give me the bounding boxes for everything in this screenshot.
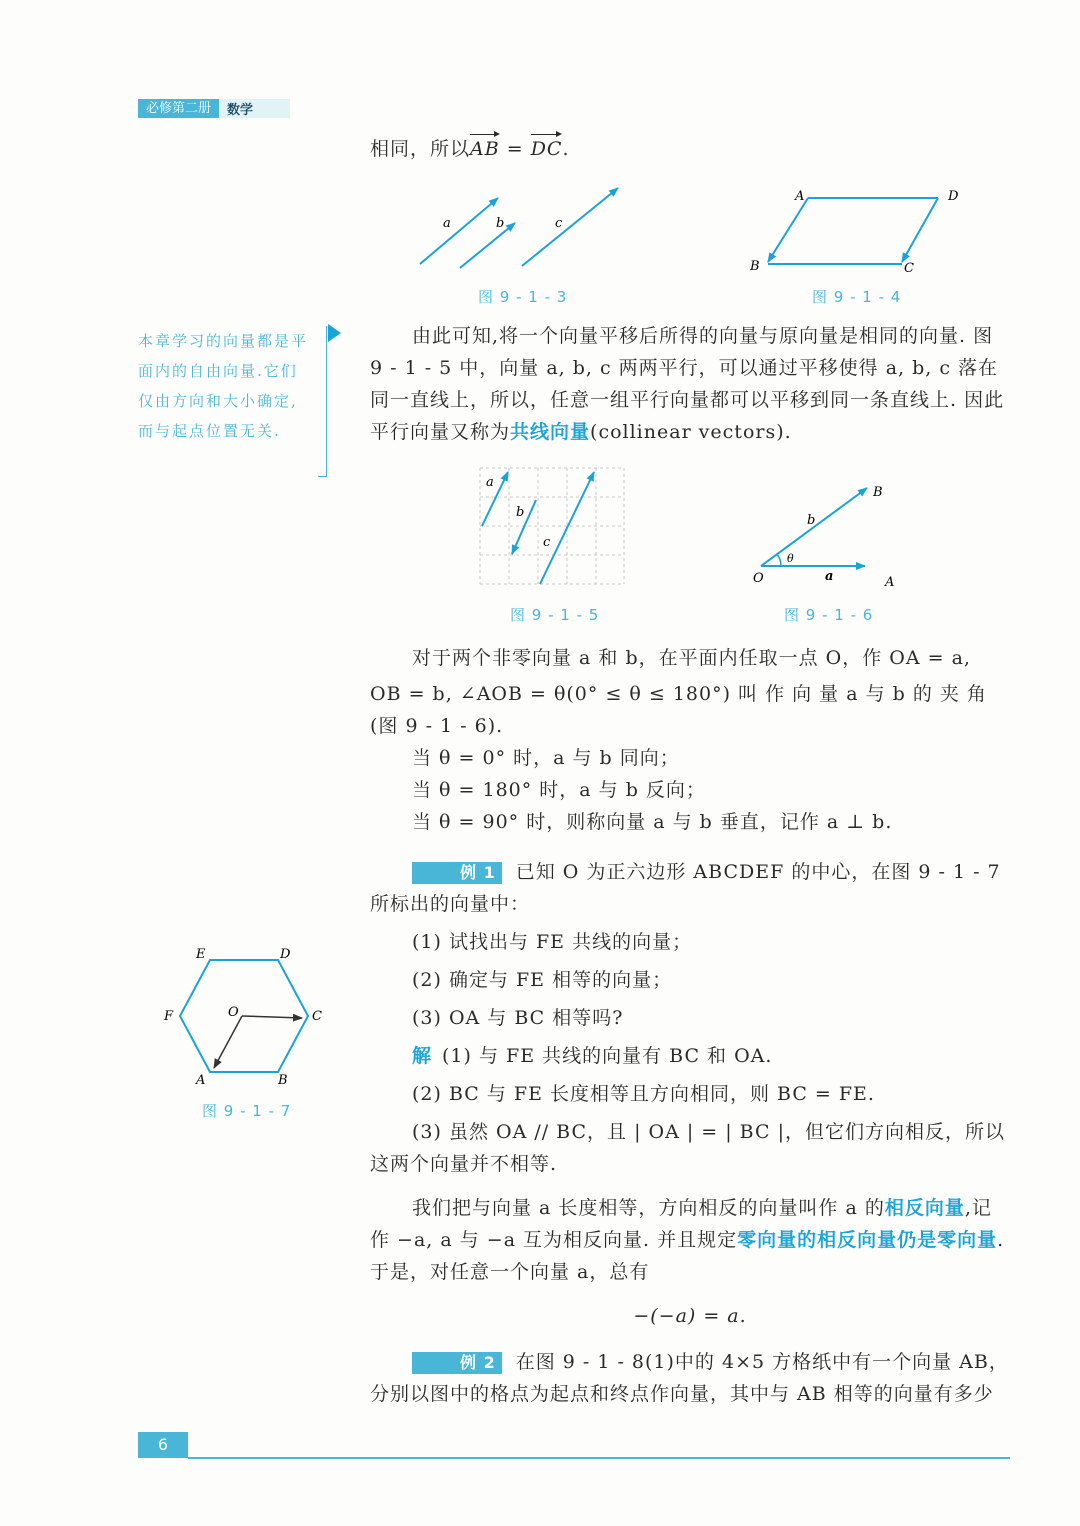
para2-line1: 对于两个非零向量 a 和 b，在平面内任取一点 O，作 OA = a, xyxy=(412,647,971,669)
question-3: (3) OA 与 BC 相等吗? xyxy=(412,1007,624,1029)
paragraph-collinear xyxy=(370,320,1010,448)
vector-ab: AB xyxy=(470,133,500,165)
margin-note: 本章学习的向量都是平面内的自由向量.它们仅由方向和大小确定,而与起点位置无关. xyxy=(138,332,309,440)
solution-label: 解 xyxy=(412,1045,433,1067)
edge-ab xyxy=(768,198,808,262)
paragraph-angle xyxy=(370,642,1010,838)
example-2 xyxy=(370,1346,1010,1410)
equals: = xyxy=(499,138,531,160)
label-B: B xyxy=(750,259,760,274)
vector-oa-line xyxy=(214,1016,242,1068)
term-collinear-vectors: 共线向量 xyxy=(510,421,591,443)
top-line xyxy=(370,133,570,165)
label-b: b xyxy=(496,216,505,231)
label-A: A xyxy=(795,189,805,204)
edge-dc xyxy=(902,198,938,262)
label-c: c xyxy=(543,535,551,550)
margin-note-pointer xyxy=(328,324,341,342)
case-same-direction: 当 θ = 0° 时，a 与 b 同向； xyxy=(412,747,680,769)
label-E: E xyxy=(196,947,206,962)
vector-dc: DC xyxy=(531,133,563,165)
figure-9-1-6 xyxy=(745,478,905,593)
question-1: (1) 试找出与 FE 共线的向量； xyxy=(412,931,693,953)
figure-9-1-7 xyxy=(160,940,330,1090)
para1-text: 由此可知,将一个向量平移后所得的向量与原向量是相同的向量. 图 9 - 1 - 5 中，向量 a, b, c 两两平行，可以通过平移使得 a, b, c 落在同一直线上，所以，任意一组平行向量都可以平移到同一条直线上. 因此平行向量又称为 xyxy=(370,325,1005,443)
label-C: C xyxy=(312,1009,322,1024)
answer-1: (1) 与 FE 共线的向量有 BC 和 OA. xyxy=(442,1045,773,1067)
label-a: a xyxy=(825,569,834,584)
example-1-intro: 已知 O 为正六边形 ABCDEF 的中心，在图 9 - 1 - 7 所标出的向量中： xyxy=(370,861,1001,915)
para3-mid: ,记作 −a, a 与 −a 互为相反向量. 并且规定 xyxy=(370,1197,992,1251)
subject-label: 数学 xyxy=(227,103,254,118)
example-1-tag: 例 1 xyxy=(412,862,502,884)
angle-arc xyxy=(777,554,781,566)
chapter-header xyxy=(138,99,290,118)
label-b: b xyxy=(807,513,816,528)
label-F: F xyxy=(164,1009,174,1024)
label-B: B xyxy=(873,485,883,500)
vector-b-line xyxy=(460,223,515,268)
label-c: c xyxy=(555,216,563,231)
label-D: D xyxy=(280,947,291,962)
para1-english: (collinear vectors). xyxy=(590,421,792,443)
label-b: b xyxy=(516,505,525,520)
page-number: 6 xyxy=(138,1432,188,1458)
top-line-text: 相同，所以 xyxy=(370,138,471,160)
paragraph-opposite-vector xyxy=(370,1192,1010,1332)
label-a: a xyxy=(486,475,494,490)
footer-rule xyxy=(188,1457,1010,1459)
example-2-text: 在图 9 - 1 - 8(1)中的 4×5 方格纸中有一个向量 AB，分别以图中的格点为起点和终点作向量，其中与 AB 相等的向量有多少 xyxy=(370,1351,1009,1405)
label-A: A xyxy=(885,575,895,590)
label-O: O xyxy=(228,1005,239,1020)
book-label: 必修第二册 xyxy=(138,99,219,118)
vector-a-line xyxy=(420,198,498,264)
figure-9-1-3 xyxy=(410,180,630,280)
example-2-tag: 例 2 xyxy=(412,1352,502,1374)
caption-9-1-6: 图 9 - 1 - 6 xyxy=(784,606,874,624)
para2-line3: (图 9 - 1 - 6). xyxy=(370,715,504,737)
figure-9-1-5 xyxy=(478,466,628,588)
label-A: A xyxy=(196,1073,206,1088)
margin-note-bracket xyxy=(318,326,327,477)
example-1 xyxy=(370,856,1010,1180)
caption-9-1-7: 图 9 - 1 - 7 xyxy=(202,1102,292,1120)
label-C: C xyxy=(904,261,914,276)
term-zero-vector-opposite: 零向量的相反向量仍是零向量 xyxy=(737,1229,998,1251)
period: . xyxy=(562,138,570,160)
vector-c-line xyxy=(522,188,618,266)
answer-3: (3) 虽然 OA // BC，且 | OA | = | BC |，但它们方向相反，所以这两个向量并不相等. xyxy=(370,1121,1005,1175)
para3-post: . 于是，对任意一个向量 a，总有 xyxy=(370,1229,1005,1283)
figure-9-1-4 xyxy=(740,180,970,280)
case-perpendicular: 当 θ = 90° 时，则称向量 a 与 b 垂直，记作 a ⊥ b. xyxy=(412,811,893,833)
label-a: a xyxy=(443,216,451,231)
case-opposite-direction: 当 θ = 180° 时，a 与 b 反向； xyxy=(412,779,706,801)
para2-line2: OB = b, ∠AOB = θ(0° ≤ θ ≤ 180°) 叫 作 向 量 a 与 b 的 夹 角 xyxy=(370,683,987,705)
caption-9-1-5: 图 9 - 1 - 5 xyxy=(510,606,600,624)
label-theta: θ xyxy=(787,552,794,565)
label-O: O xyxy=(753,571,764,586)
label-B: B xyxy=(278,1073,288,1088)
term-opposite-vector: 相反向量 xyxy=(884,1197,965,1219)
answer-2: (2) BC 与 FE 长度相等且方向相同，则 BC = FE. xyxy=(412,1083,875,1105)
formula-double-negation: −(−a) = a. xyxy=(633,1305,747,1327)
question-2: (2) 确定与 FE 相等的向量； xyxy=(412,969,673,991)
para3-pre: 我们把与向量 a 长度相等，方向相反的向量叫作 a 的 xyxy=(412,1197,885,1219)
caption-9-1-3: 图 9 - 1 - 3 xyxy=(478,288,568,306)
label-D: D xyxy=(948,189,959,204)
caption-9-1-4: 图 9 - 1 - 4 xyxy=(812,288,902,306)
vector-oc-line xyxy=(242,1016,302,1018)
